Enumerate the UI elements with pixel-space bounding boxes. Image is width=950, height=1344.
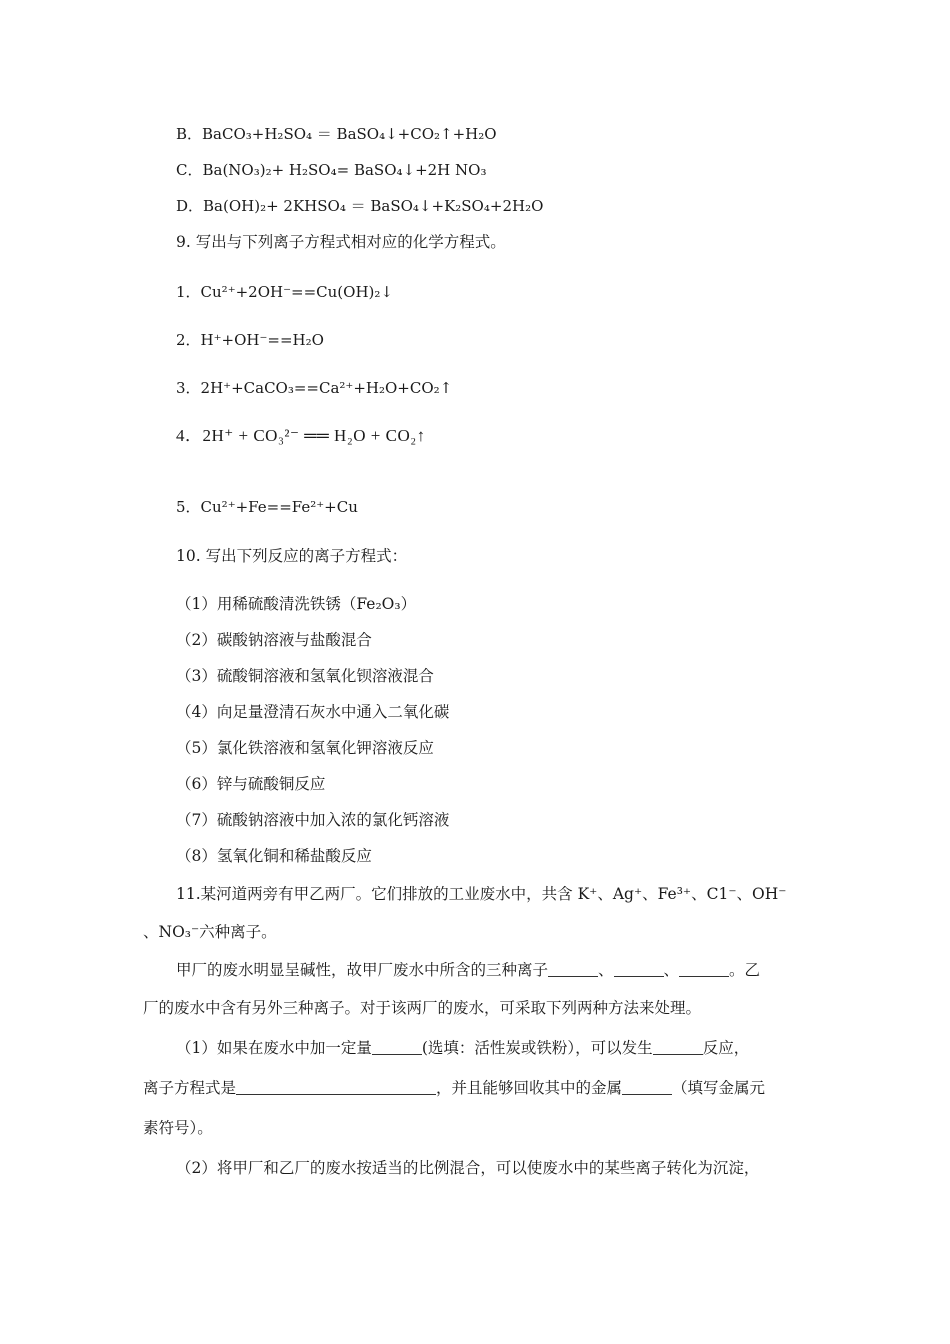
question-9-title: 9. 写出与下列离子方程式相对应的化学方程式。: [176, 233, 506, 251]
q10-item-5: （5）氯化铁溶液和氢氧化钾溶液反应: [176, 739, 434, 757]
q10-item-2: （2）碳酸钠溶液与盐酸混合: [176, 631, 372, 649]
paragraph-ionic-equation: [143, 1078, 765, 1098]
q10-item-6: （6）锌与硫酸铜反应: [176, 775, 326, 793]
option-b: B．BaCO₃+H₂SO₄ ＝ BaSO₄↓+CO₂↑+H₂O: [176, 125, 497, 143]
answer-blank-ion-2[interactable]: [614, 961, 664, 977]
option-c: C．Ba(NO₃)₂+ H₂SO₄= BaSO₄↓+2H NO₃: [176, 161, 487, 179]
jia-text-end: 。乙: [729, 961, 761, 979]
option-d: D．Ba(OH)₂+ 2KHSO₄ ＝ BaSO₄↓+K₂SO₄+2H₂O: [176, 197, 544, 215]
q9-item-1: 1．Cu²⁺+2OH⁻==Cu(OH)₂↓: [176, 283, 393, 301]
jia-text: 甲厂的废水明显呈碱性，故甲厂废水中所含的三种离子: [176, 961, 549, 979]
paragraph-jia-factory: [176, 960, 760, 980]
answer-blank-metal[interactable]: [622, 1079, 672, 1095]
q10-item-1: （1）用稀硫酸清洗铁锈（Fe₂O₃）: [176, 595, 417, 613]
answer-blank-ion-1[interactable]: [548, 961, 598, 977]
ionic-equation-text: 离子方程式是: [143, 1079, 237, 1097]
answer-blank-ionic-equation[interactable]: [236, 1079, 436, 1095]
q9-item-2: 2．H⁺+OH⁻==H₂O: [176, 331, 324, 349]
question-11-line-1: 11.某河道两旁有甲乙两厂。它们排放的工业废水中，共含 K⁺、Ag⁺、Fe³⁺、C1⁻、OH⁻: [176, 885, 787, 903]
q9-item-5: 5．Cu²⁺+Fe==Fe²⁺+Cu: [176, 498, 358, 516]
question-11-line-2: 、NO₃⁻六种离子。: [143, 923, 277, 941]
ionic-equation-text-3: （填写金属元: [672, 1079, 766, 1097]
answer-blank-additive[interactable]: [372, 1039, 422, 1055]
answer-blank-reaction-type[interactable]: [653, 1039, 703, 1055]
q9-item-3: 3．2H⁺+CaCO₃==Ca²⁺+H₂O+CO₂↑: [176, 379, 453, 397]
separator: 、: [598, 961, 614, 979]
separator: 、: [663, 961, 680, 979]
q10-item-4: （4）向足量澄清石灰水中通入二氧化碳: [176, 703, 450, 721]
q9-item-4: 4．2H⁺ + CO₃²⁻ ══ H₂O + CO₂↑: [176, 426, 426, 445]
paragraph-element-symbol: 素符号）。: [143, 1119, 213, 1137]
method-1-text: （1）如果在废水中加一定量: [176, 1039, 372, 1057]
ionic-equation-text-2: ，并且能够回收其中的金属: [436, 1079, 623, 1097]
q10-item-8: （8）氢氧化铜和稀盐酸反应: [176, 847, 372, 865]
q10-item-3: （3）硫酸铜溶液和氢氧化钡溶液混合: [176, 667, 434, 685]
method-1-text-2: (选填：活性炭或铁粉），可以发生: [421, 1039, 653, 1057]
paragraph-method-2: （2）将甲厂和乙厂的废水按适当的比例混合，可以使废水中的某些离子转化为沉淀，: [176, 1159, 760, 1177]
answer-blank-ion-3[interactable]: [679, 961, 729, 977]
q10-item-7: （7）硫酸钠溶液中加入浓的氯化钙溶液: [176, 811, 450, 829]
method-1-text-3: 反应，: [702, 1039, 750, 1057]
question-10-title: 10. 写出下列反应的离子方程式：: [176, 547, 408, 565]
paragraph-method-1: [176, 1038, 749, 1058]
paragraph-yi-factory: 厂的废水中含有另外三种离子。对于该两厂的废水，可采取下列两种方法来处理。: [143, 999, 702, 1017]
